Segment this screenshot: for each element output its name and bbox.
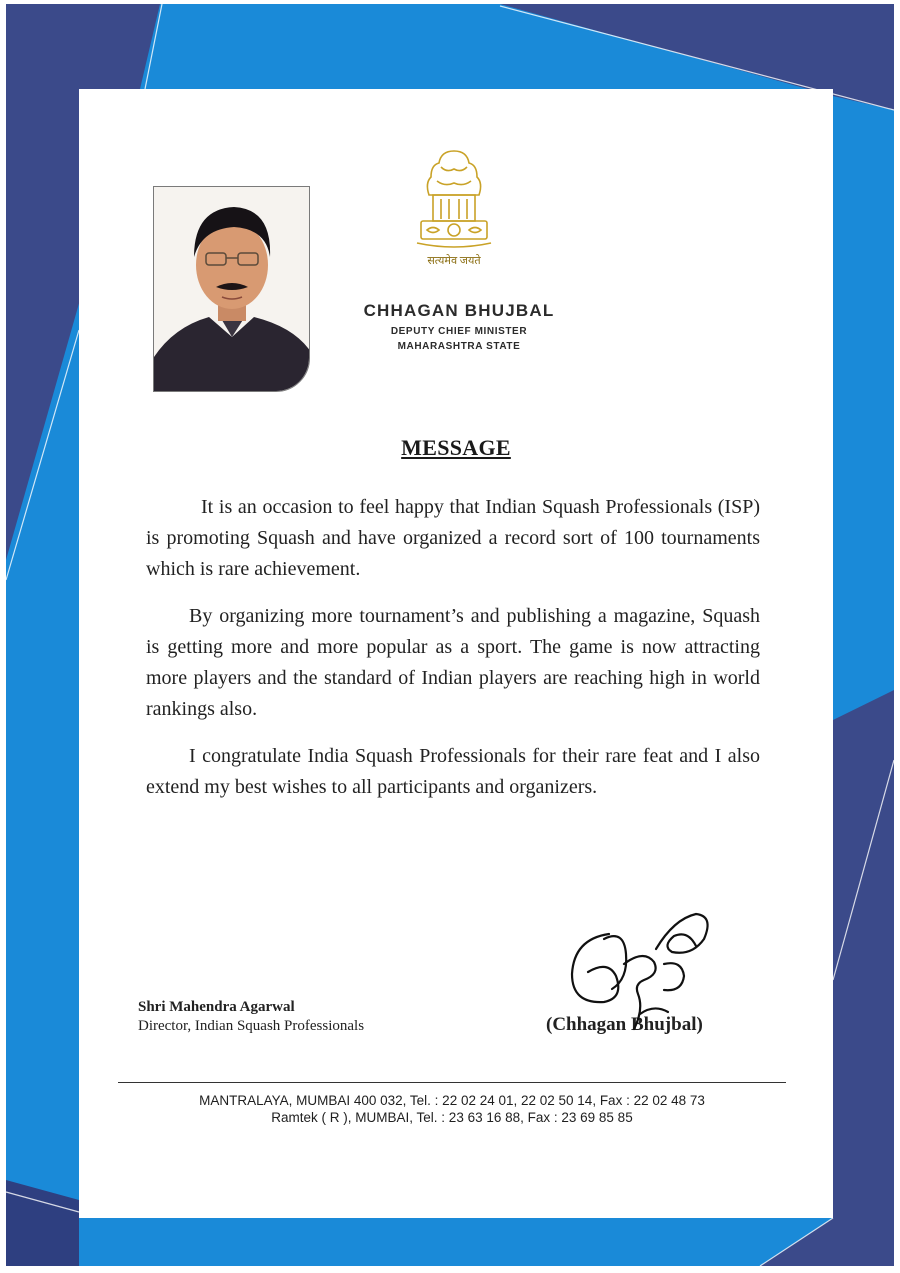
message-heading: MESSAGE	[401, 435, 511, 460]
footer-address-line-1: MANTRALAYA, MUMBAI 400 032, Tel. : 22 02 24 01, 22 02 50 14, Fax : 22 02 48 73	[199, 1093, 705, 1108]
addressee-name: Shri Mahendra Agarwal	[138, 999, 295, 1015]
signatory-name: (Chhagan Bhujbal)	[546, 1014, 703, 1035]
designation-state: MAHARASHTRA STATE	[397, 341, 521, 352]
minister-name: CHHAGAN BHUJBAL	[363, 301, 555, 320]
handwritten-signature	[564, 894, 724, 1044]
emblem-motto: सत्यमेव जयते	[427, 255, 481, 267]
footer-address-line-2: Ramtek ( R ), MUMBAI, Tel. : 23 63 16 88, Fax : 23 69 85 85	[271, 1110, 633, 1125]
national-emblem	[411, 143, 497, 273]
message-paragraph-2: By organizing more tournament’s and publishing a magazine, Squash is getting more and more popular as a sport. The game is now attracting more players and the standard of Indian players are reaching high in world rankings also.	[146, 605, 760, 720]
letterhead-page	[79, 89, 833, 1218]
footer-divider	[118, 1082, 786, 1083]
message-paragraph-3: I congratulate India Squash Professionals for their rare feat and I also extend my best wishes to all participants and organizers.	[146, 745, 760, 798]
message-paragraph-1: It is an occasion to feel happy that Indian Squash Professionals (ISP) is promoting Squash and have organized a record sort of 100 tournaments which is rare achievement.	[146, 496, 760, 580]
message-body	[146, 492, 760, 819]
minister-portrait	[153, 186, 310, 392]
designation-title: DEPUTY CHIEF MINISTER	[390, 326, 528, 337]
addressee-title: Director, Indian Squash Professionals	[138, 1018, 365, 1034]
